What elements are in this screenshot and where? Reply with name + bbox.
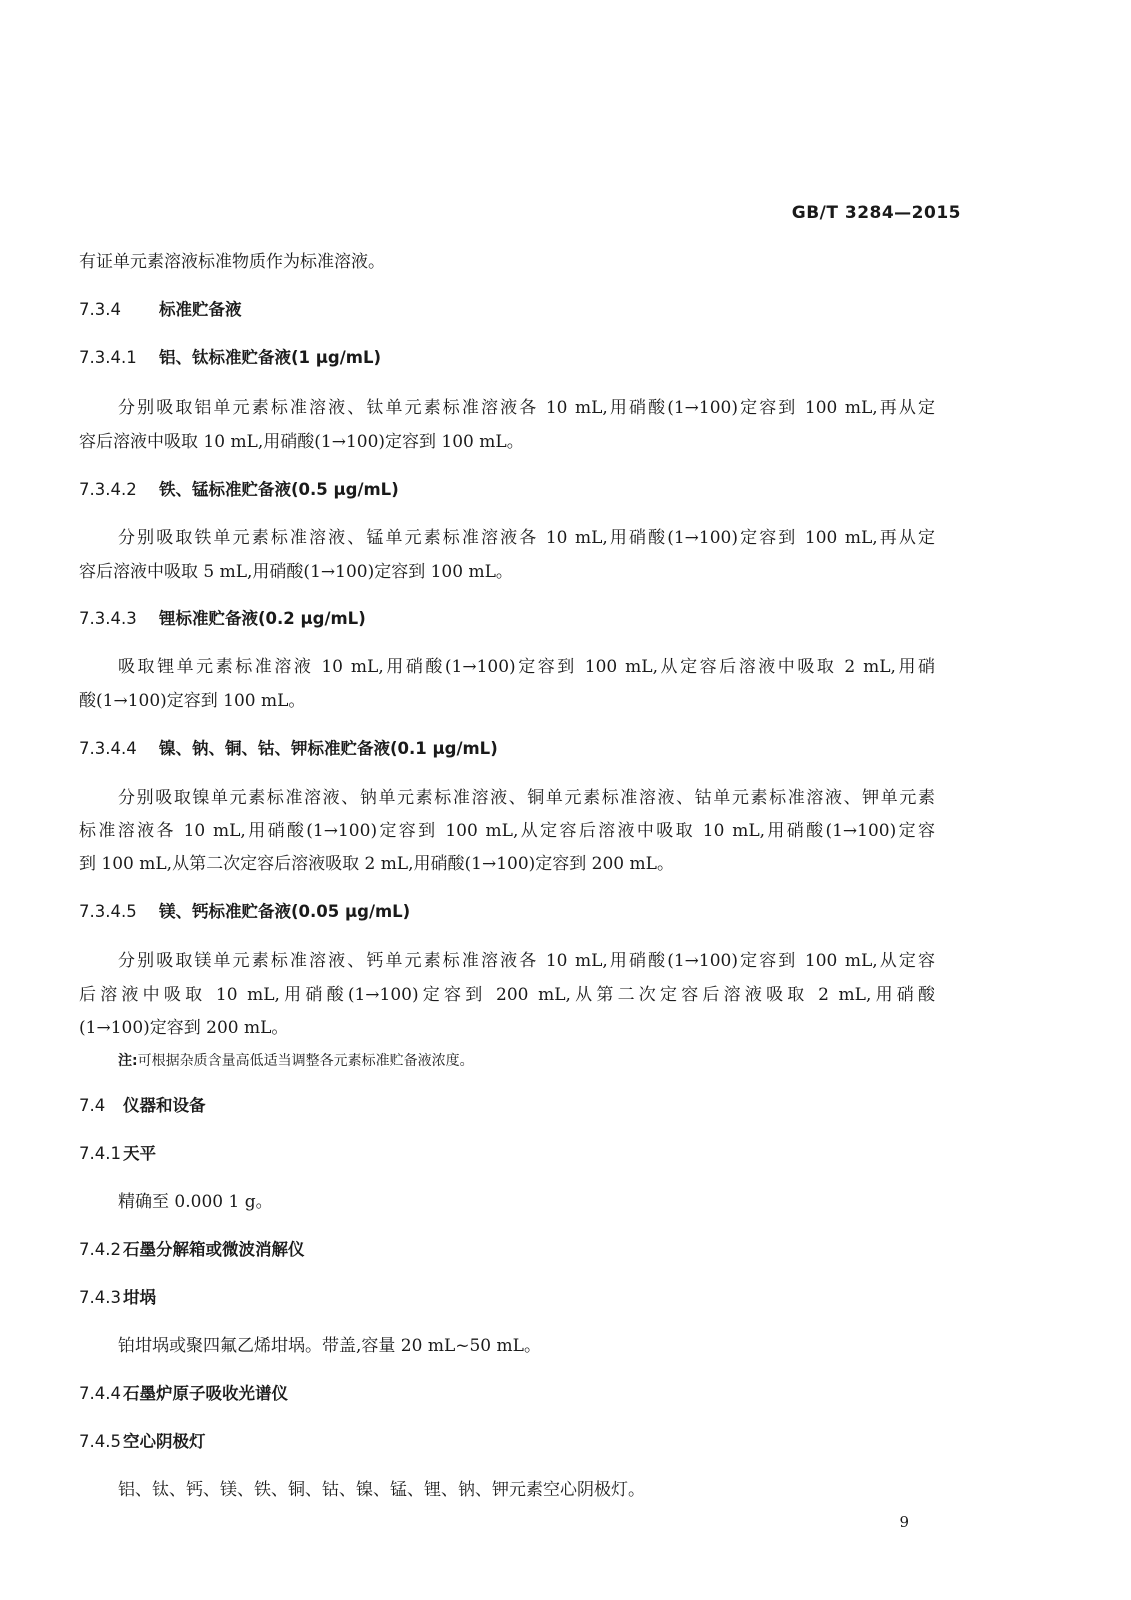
paragraph-line: (1→100)定容到 200 mL。 bbox=[79, 1018, 289, 1038]
section-title: 坩埚 bbox=[123, 1288, 156, 1307]
section-number: 7.4.5 bbox=[79, 1432, 121, 1451]
section-title: 锂标准贮备液(0.2 μg/mL) bbox=[159, 609, 366, 628]
section-7-3-4-5-heading bbox=[79, 900, 410, 924]
section-number: 7.3.4.2 bbox=[79, 480, 137, 499]
paragraph-line: 容后溶液中吸取 10 mL,用硝酸(1→100)定容到 100 mL。 bbox=[79, 432, 524, 452]
section-number: 7.3.4.5 bbox=[79, 902, 137, 921]
paragraph-line: 铂坩埚或聚四氟乙烯坩埚。带盖,容量 20 mL~50 mL。 bbox=[118, 1336, 541, 1356]
section-title: 石墨炉原子吸收光谱仪 bbox=[123, 1384, 288, 1403]
section-7-4-5-heading bbox=[79, 1430, 206, 1454]
note bbox=[118, 1050, 474, 1070]
paragraph-line: 后溶液中吸取 10 mL,用硝酸(1→100)定容到 200 mL,从第二次定容后溶液吸取 2 mL,用硝酸 bbox=[79, 985, 935, 1005]
paragraph-line: 精确至 0.000 1 g。 bbox=[118, 1192, 273, 1212]
section-title: 标准贮备液 bbox=[159, 300, 242, 319]
section-7-4-4-heading bbox=[79, 1382, 288, 1406]
section-title: 铁、锰标准贮备液(0.5 μg/mL) bbox=[159, 480, 399, 499]
section-number: 7.4 bbox=[79, 1096, 106, 1115]
paragraph-line: 分别吸取镍单元素标准溶液、钠单元素标准溶液、铜单元素标准溶液、钴单元素标准溶液、钾单元素 bbox=[118, 788, 935, 808]
section-title: 镍、钠、铜、钴、钾标准贮备液(0.1 μg/mL) bbox=[159, 739, 498, 758]
section-7-4-2-heading bbox=[79, 1238, 305, 1262]
paragraph-line: 吸取锂单元素标准溶液 10 mL,用硝酸(1→100)定容到 100 mL,从定容后溶液中吸取 2 mL,用硝 bbox=[118, 657, 935, 677]
section-number: 7.3.4.3 bbox=[79, 609, 137, 628]
section-7-3-4-2-heading bbox=[79, 478, 399, 502]
page-number: 9 bbox=[899, 1513, 909, 1531]
section-title: 镁、钙标准贮备液(0.05 μg/mL) bbox=[159, 902, 411, 921]
section-number: 7.4.1 bbox=[79, 1144, 121, 1163]
section-7-4-3-heading bbox=[79, 1286, 156, 1310]
section-title: 空心阴极灯 bbox=[123, 1432, 206, 1451]
intro-text: 有证单元素溶液标准物质作为标准溶液。 bbox=[79, 252, 385, 272]
paragraph-line: 分别吸取镁单元素标准溶液、钙单元素标准溶液各 10 mL,用硝酸(1→100)定容到 100 mL,从定容 bbox=[118, 951, 935, 971]
section-number: 7.4.3 bbox=[79, 1288, 121, 1307]
section-title: 仪器和设备 bbox=[123, 1096, 206, 1115]
section-title: 天平 bbox=[123, 1144, 156, 1163]
section-7-3-4-1-heading bbox=[79, 346, 381, 370]
section-7-3-4-4-heading bbox=[79, 737, 498, 761]
paragraph-line: 分别吸取铝单元素标准溶液、钛单元素标准溶液各 10 mL,用硝酸(1→100)定容到 100 mL,再从定 bbox=[118, 398, 935, 418]
section-7-3-4-3-heading bbox=[79, 607, 366, 631]
section-number: 7.4.2 bbox=[79, 1240, 121, 1259]
paragraph-line: 容后溶液中吸取 5 mL,用硝酸(1→100)定容到 100 mL。 bbox=[79, 562, 513, 582]
section-7-4-1-heading bbox=[79, 1142, 156, 1166]
section-7-4-heading bbox=[79, 1094, 206, 1118]
paragraph-line: 铝、钛、钙、镁、铁、铜、钴、镍、锰、锂、钠、钾元素空心阴极灯。 bbox=[118, 1480, 645, 1500]
note-text: 可根据杂质含量高低适当调整各元素标准贮备液浓度。 bbox=[137, 1053, 474, 1069]
standard-id: GB/T 3284—2015 bbox=[791, 203, 961, 223]
paragraph-line: 标准溶液各 10 mL,用硝酸(1→100)定容到 100 mL,从定容后溶液中吸取 10 mL,用硝酸(1→100)定容 bbox=[79, 821, 935, 841]
paragraph-line: 分别吸取铁单元素标准溶液、锰单元素标准溶液各 10 mL,用硝酸(1→100)定容到 100 mL,再从定 bbox=[118, 528, 935, 548]
paragraph-line: 酸(1→100)定容到 100 mL。 bbox=[79, 691, 306, 711]
section-number: 7.3.4.4 bbox=[79, 739, 137, 758]
section-title: 石墨分解箱或微波消解仪 bbox=[123, 1240, 305, 1259]
section-number: 7.3.4.1 bbox=[79, 348, 137, 367]
paragraph-line: 到 100 mL,从第二次定容后溶液吸取 2 mL,用硝酸(1→100)定容到 200 mL。 bbox=[79, 854, 674, 874]
section-number: 7.3.4 bbox=[79, 300, 121, 319]
section-7-3-4-heading bbox=[79, 298, 242, 322]
section-number: 7.4.4 bbox=[79, 1384, 121, 1403]
note-label: 注: bbox=[118, 1053, 138, 1069]
section-title: 铝、钛标准贮备液(1 μg/mL) bbox=[159, 348, 381, 367]
